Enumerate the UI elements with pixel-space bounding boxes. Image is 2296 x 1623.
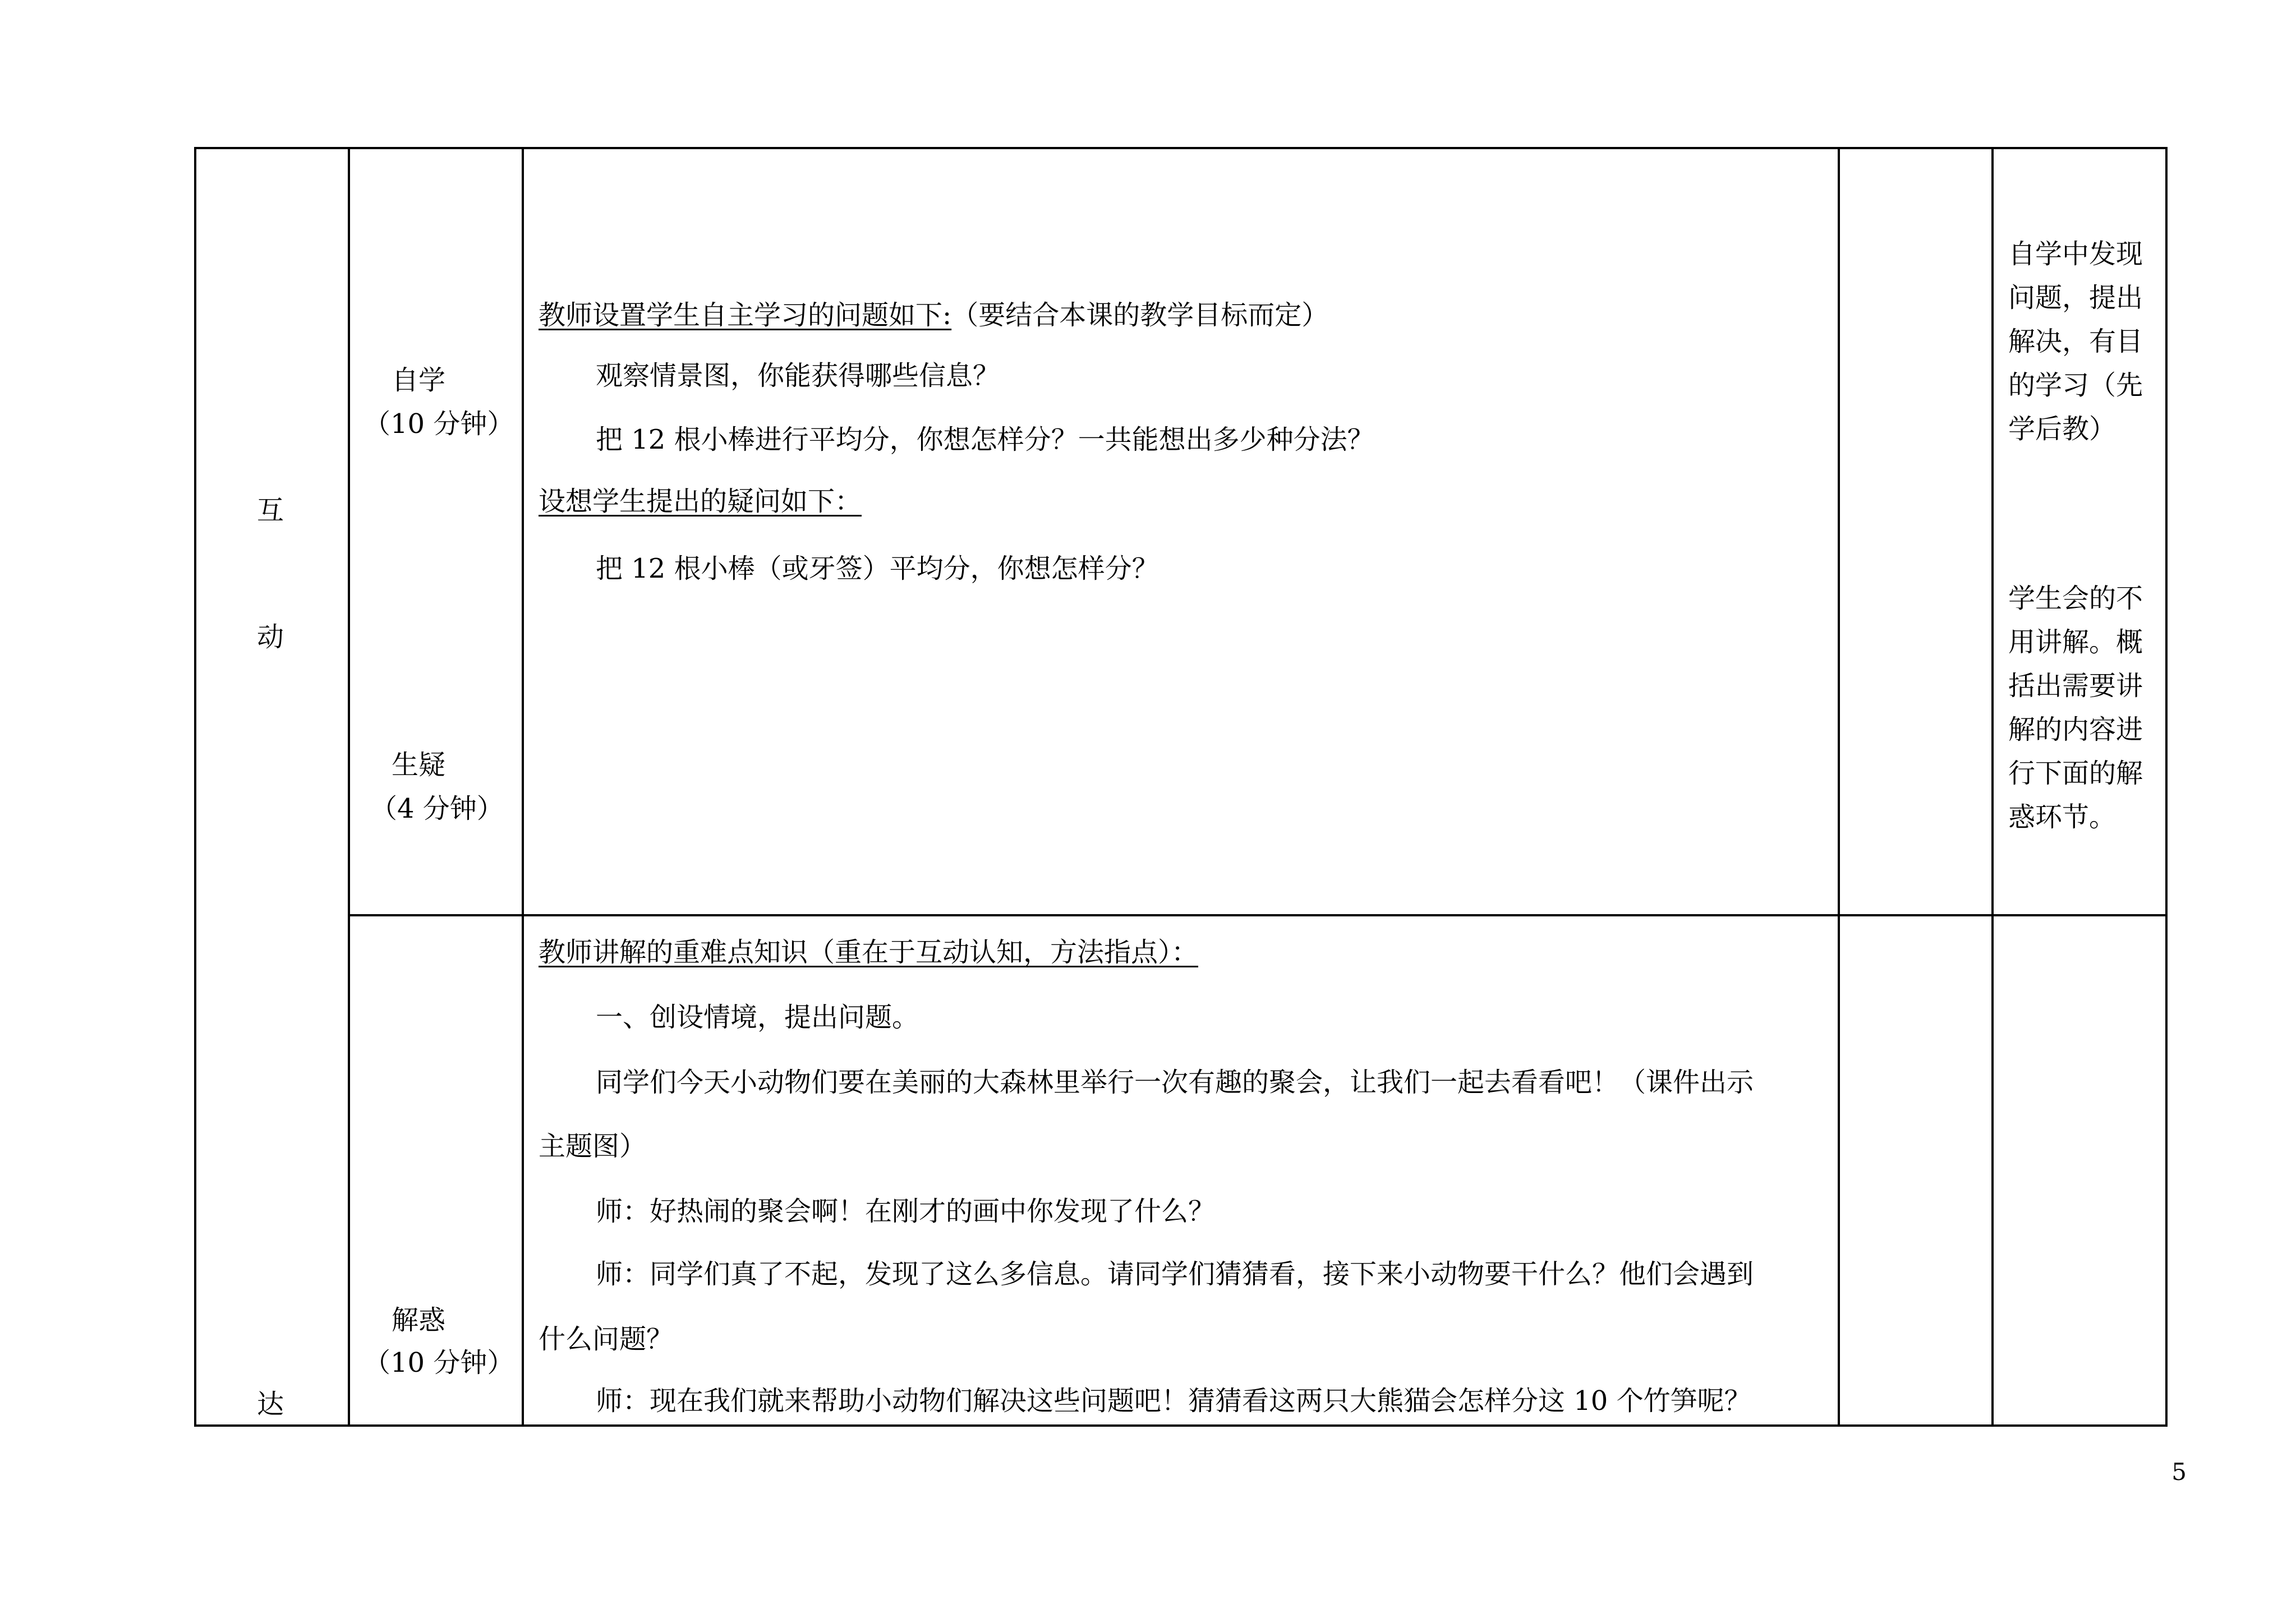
page-number: 5	[2171, 1458, 2187, 1486]
stage-char-mid: 动	[257, 621, 284, 653]
table-left-border	[194, 147, 196, 1427]
section2-paragraph-2-line-2: 主题图）	[539, 1131, 647, 1162]
section2-paragraph-5: 师：现在我们就来帮助小动物们解决这些问题吧！猜猜看这两只大熊猫会怎样分这 10 个竹笋呢？	[596, 1385, 1751, 1417]
phase-zixue-name: 自学	[392, 365, 446, 396]
table-top-border	[194, 147, 2168, 149]
section2-paragraph-4-line-2: 什么问题？	[539, 1324, 674, 1355]
table-col-divider-2	[522, 147, 524, 1427]
table-right-border	[2165, 147, 2168, 1427]
remark-2: 学生会的不用讲解。概括出需要讲解的内容进行下面的解惑环节。	[2008, 583, 2143, 833]
section1-student-question-1: 把 12 根小棒（或牙签）平均分，你想怎样分？	[596, 553, 1159, 584]
table-bottom-border	[194, 1424, 2168, 1427]
section2-heading: 教师讲解的重难点知识（重在于互动认知，方法指点）：	[539, 937, 1199, 968]
table-col-divider-4	[1991, 147, 1994, 1427]
phase-jiehuo-duration: （10 分钟）	[364, 1347, 514, 1378]
table-col-divider-1	[348, 147, 350, 1427]
phase-jiehuo-name: 解惑	[392, 1304, 446, 1336]
section1-student-heading: 设想学生提出的疑问如下：	[539, 486, 862, 517]
section1-teacher-heading-note: （要结合本课的教学目标而定）	[951, 299, 1329, 331]
section2-paragraph-3: 师：好热闹的聚会啊！在刚才的画中你发现了什么？	[596, 1196, 1216, 1227]
section1-question-2: 把 12 根小棒进行平均分，你想怎样分？一共能想出多少种分法？	[596, 424, 1374, 455]
phase-shengyi-name: 生疑	[392, 749, 446, 781]
remark-1: 自学中发现问题，提出解决，有目的学习（先学后教）	[2008, 238, 2143, 445]
stage-char-top: 互	[257, 495, 284, 526]
section2-paragraph-1: 一、创设情境，提出问题。	[596, 1002, 919, 1033]
table-col-divider-3	[1838, 147, 1840, 1427]
section1-teacher-heading	[539, 298, 1328, 332]
section1-teacher-heading-text: 教师设置学生自主学习的问题如下:	[539, 299, 952, 331]
phase-zixue-duration: （10 分钟）	[364, 408, 514, 440]
section2-paragraph-2-line-1: 同学们今天小动物们要在美丽的大森林里举行一次有趣的聚会，让我们一起去看看吧！（课件出示	[596, 1067, 1754, 1098]
section1-question-1: 观察情景图，你能获得哪些信息？	[596, 360, 1000, 391]
stage-char-bottom: 达	[257, 1389, 284, 1420]
table-row-divider	[348, 914, 2168, 916]
phase-shengyi-duration: （4 分钟）	[370, 793, 504, 824]
section2-paragraph-4-line-1: 师：同学们真了不起，发现了这么多信息。请同学们猜猜看，接下来小动物要干什么？他们会遇到	[596, 1258, 1754, 1290]
